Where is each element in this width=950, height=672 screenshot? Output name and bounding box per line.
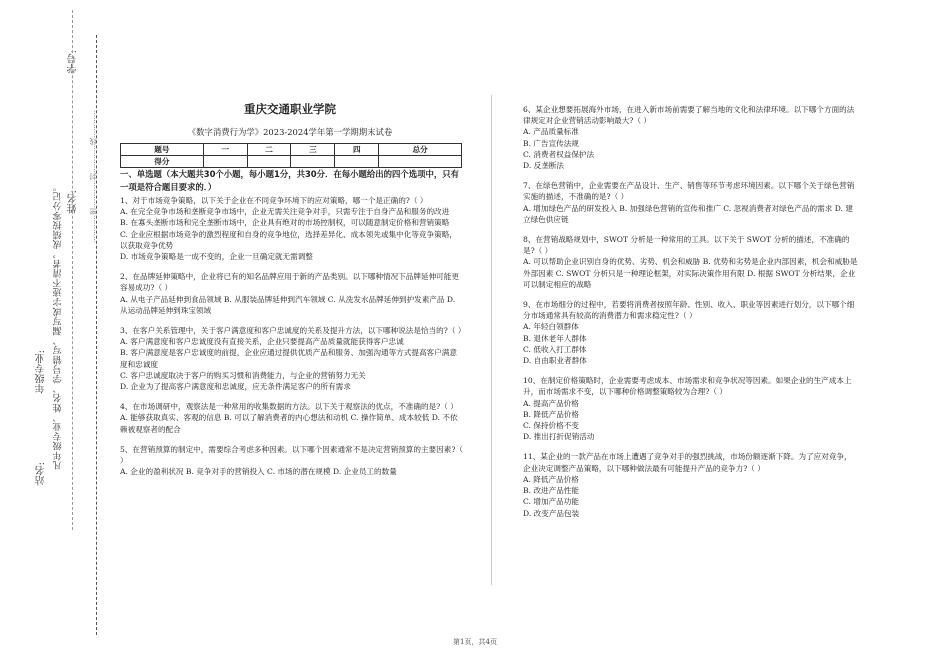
column-divider bbox=[491, 95, 492, 585]
question-option: B. 退休老年人群体 bbox=[523, 333, 587, 343]
question-list bbox=[523, 104, 859, 519]
question-item bbox=[120, 401, 464, 435]
section-heading: 一、单选题（本大题共30个小题，每小题1分，共30分．在每小题给出的四个选项中，只有一项是符合题目要求的．） bbox=[120, 169, 460, 192]
question-item bbox=[523, 375, 859, 442]
question-item bbox=[120, 444, 464, 478]
score-cell: 题号 bbox=[121, 144, 204, 156]
school-title: 重庆交通职业学院 bbox=[244, 102, 336, 116]
question-option: D. 企业为了提高客户满意度和忠诚度，应无条件满足客户的所有需求 bbox=[120, 382, 351, 392]
question-item bbox=[120, 271, 464, 316]
score-cell: 得分 bbox=[121, 156, 204, 168]
question-option: C. 企业应根据市场竞争的激烈程度和自身的竞争地位，选择差异化、成本领先或集中化等竞争策略，以获取竞争优势 bbox=[120, 229, 457, 250]
question-stem: 7、在绿色营销中，企业需要在产品设计、生产、销售等环节考虑环境因素。以下哪个关于绿色营销实施的描述，不准确的是?（ ） bbox=[523, 181, 855, 202]
name-label: 姓名: bbox=[68, 190, 79, 214]
question-option: A. 产品质量标准 bbox=[523, 127, 579, 137]
score-cell: 总分 bbox=[379, 144, 462, 156]
question-stem: 10、在制定价格策略时，企业需要考虑成本、市场需求和竞争状况等因素。如果企业的生产成本上升，而市场需求不变，以下哪种价格调整策略较为合理?（ ） bbox=[523, 376, 852, 397]
question-option: A. 增加绿色产品的研发投入 B. 加强绿色营销的宣传和推广 C. 忽视消费者对绿色产品的需求 D. 建立绿色供应链 bbox=[523, 203, 853, 224]
question-option: D. 推出打折促销活动 bbox=[523, 432, 595, 442]
score-cell bbox=[203, 156, 247, 168]
question-list bbox=[120, 195, 464, 477]
question-stem: 8、在营销战略规划中，SWOT 分析是一种常用的工具。以下关于 SWOT 分析的描述，不准确的是?（ ） bbox=[523, 235, 850, 256]
student-id-label: 学号: bbox=[68, 50, 79, 74]
question-stem: 6、某企业想要拓展海外市场，在进入新市场前需要了解当地的文化和法律环境。以下哪个方面的法律规定对企业营销活动影响最大?（ ） bbox=[523, 105, 855, 126]
question-item bbox=[523, 451, 859, 518]
question-option: D. 市场竞争策略是一成不变的，企业一旦确定就无需调整 bbox=[120, 252, 313, 262]
question-option: C. 保持价格不变 bbox=[523, 421, 579, 431]
score-cell bbox=[291, 156, 335, 168]
question-option: C. 消费者权益保护法 bbox=[523, 149, 595, 159]
question-option: A. 能够获取真实、客观的信息 B. 可以了解消费者的内心想法和动机 C. 操作简单、成本较低 D. 不依赖被观察者的配合 bbox=[120, 413, 458, 434]
question-option: B. 降低产品价格 bbox=[523, 409, 579, 419]
question-option: A. 企业的盈利状况 B. 竞争对手的营销投入 C. 市场的潜在规模 D. 企业员工的数量 bbox=[120, 467, 397, 477]
question-item bbox=[523, 104, 859, 171]
question-option: D. 改变产品包装 bbox=[523, 508, 580, 518]
seal-line-text: …………密…………封…………线………… bbox=[89, 110, 97, 243]
question-option: B. 广告宣传法规 bbox=[523, 138, 579, 148]
station-label: 站名: bbox=[36, 462, 47, 486]
score-cell: 二 bbox=[247, 144, 291, 156]
question-option: C. 增加产品功能 bbox=[523, 497, 579, 507]
question-stem: 2、在品牌延伸策略中，企业将已有的知名品牌应用于新的产品类别。以下哪种情况下品牌延伸可能更容易成功?（ ） bbox=[120, 272, 459, 293]
score-table-header-row bbox=[121, 144, 462, 156]
score-cell bbox=[247, 156, 291, 168]
binding-notice: 凡年级专业、姓名、学号错写、漏写或字迹不清者，成绩按零分记。 bbox=[53, 182, 64, 470]
seal-dashed-line bbox=[96, 35, 97, 635]
binding-dashed-line bbox=[72, 10, 73, 530]
question-stem: 11、某企业的一款产品在市场上遭遇了竞争对手的强烈挑战，市场份额逐渐下降。为了应对竞争，企业决定调整产品策略，以下哪种做法最有可能提升产品的竞争力?（ ） bbox=[523, 452, 852, 473]
question-option: B. 客户满意度是客户忠诚度的前提，企业应通过提供优质产品和服务、加强沟通等方式提高客户满意度和忠诚度 bbox=[120, 348, 457, 369]
score-table bbox=[120, 143, 462, 168]
score-cell: 三 bbox=[291, 144, 335, 156]
question-option: B. 改进产品性能 bbox=[523, 486, 579, 496]
question-option: A. 降低产品价格 bbox=[523, 474, 579, 484]
question-option: D. 自由职业者群体 bbox=[523, 356, 587, 366]
right-column bbox=[523, 104, 859, 528]
score-table-score-row bbox=[121, 156, 462, 168]
question-option: C. 低收入打工群体 bbox=[523, 344, 587, 354]
question-stem: 9、在市场细分的过程中，若要将消费者按照年龄、性别、收入、职业等因素进行划分，以下哪个细分市场通常具有较高的消费潜力和需求稳定性?（ ） bbox=[523, 300, 855, 321]
question-option: A. 从电子产品延伸到食品领域 B. 从服装品牌延伸到汽车领域 C. 从洗发水品牌延伸到护发素产品 D. 从运动品牌延伸到珠宝领域 bbox=[120, 294, 456, 315]
page-footer: 第1页，共4页 bbox=[453, 638, 497, 646]
question-option: A. 年轻白领群体 bbox=[523, 322, 579, 332]
exam-title: 《数字消费行为学》2023-2024学年第一学期期末试卷 bbox=[187, 127, 393, 137]
question-option: B. 在寡头垄断市场和完全垄断市场中，企业具有绝对的市场控制权，可以随意制定价格和营销策略 bbox=[120, 218, 450, 228]
question-option: D. 反垄断法 bbox=[523, 161, 565, 171]
question-option: A. 提高产品价格 bbox=[523, 398, 579, 408]
question-option: A. 可以帮助企业识别自身的优势、劣势、机会和威胁 B. 优势和劣势是企业内部因素，机会和威胁是外部因素 C. SWOT 分析只是一种理论框架，对实际决策作用有限 D. 根据 SWOT 分析结果，企业可以制定相应的战略 bbox=[523, 257, 858, 289]
grade-major-label: 年级专业: bbox=[36, 350, 47, 394]
score-cell: 四 bbox=[335, 144, 379, 156]
score-cell bbox=[379, 156, 462, 168]
question-item bbox=[120, 325, 464, 392]
question-item bbox=[523, 180, 859, 225]
question-stem: 3、在客户关系管理中，关于客户满意度和客户忠诚度的关系及提升方法，以下哪种说法是恰当的?（ ） bbox=[120, 326, 466, 336]
question-stem: 1、对于市场竞争策略，以下关于企业在不同竞争环境下的应对策略，哪一个是正确的?（ ） bbox=[120, 196, 428, 205]
question-stem: 5、在营销预算的制定中，需要综合考虑多种因素。以下哪个因素通常不是决定营销预算的主要因素?（ ） bbox=[120, 444, 464, 466]
question-option: C. 客户忠诚度取决于客户的购买习惯和消费能力，与企业的营销努力无关 bbox=[120, 370, 366, 380]
question-item bbox=[523, 299, 859, 366]
score-cell bbox=[335, 156, 379, 168]
left-column bbox=[120, 168, 464, 486]
question-item bbox=[120, 195, 464, 262]
question-option: A. 在完全竞争市场和垄断竞争市场中，企业无需关注竞争对手，只需专注于自身产品和服务的改进 bbox=[120, 207, 450, 217]
question-item bbox=[523, 234, 859, 290]
score-cell: 一 bbox=[203, 144, 247, 156]
question-stem: 4、在市场调研中，观察法是一种常用的收集数据的方法。以下关于观察法的优点，不准确的是?（ ） bbox=[120, 402, 458, 412]
question-option: A. 客户满意度和客户忠诚度没有直接关系，企业只要提高产品质量就能获得客户忠诚 bbox=[120, 337, 404, 347]
